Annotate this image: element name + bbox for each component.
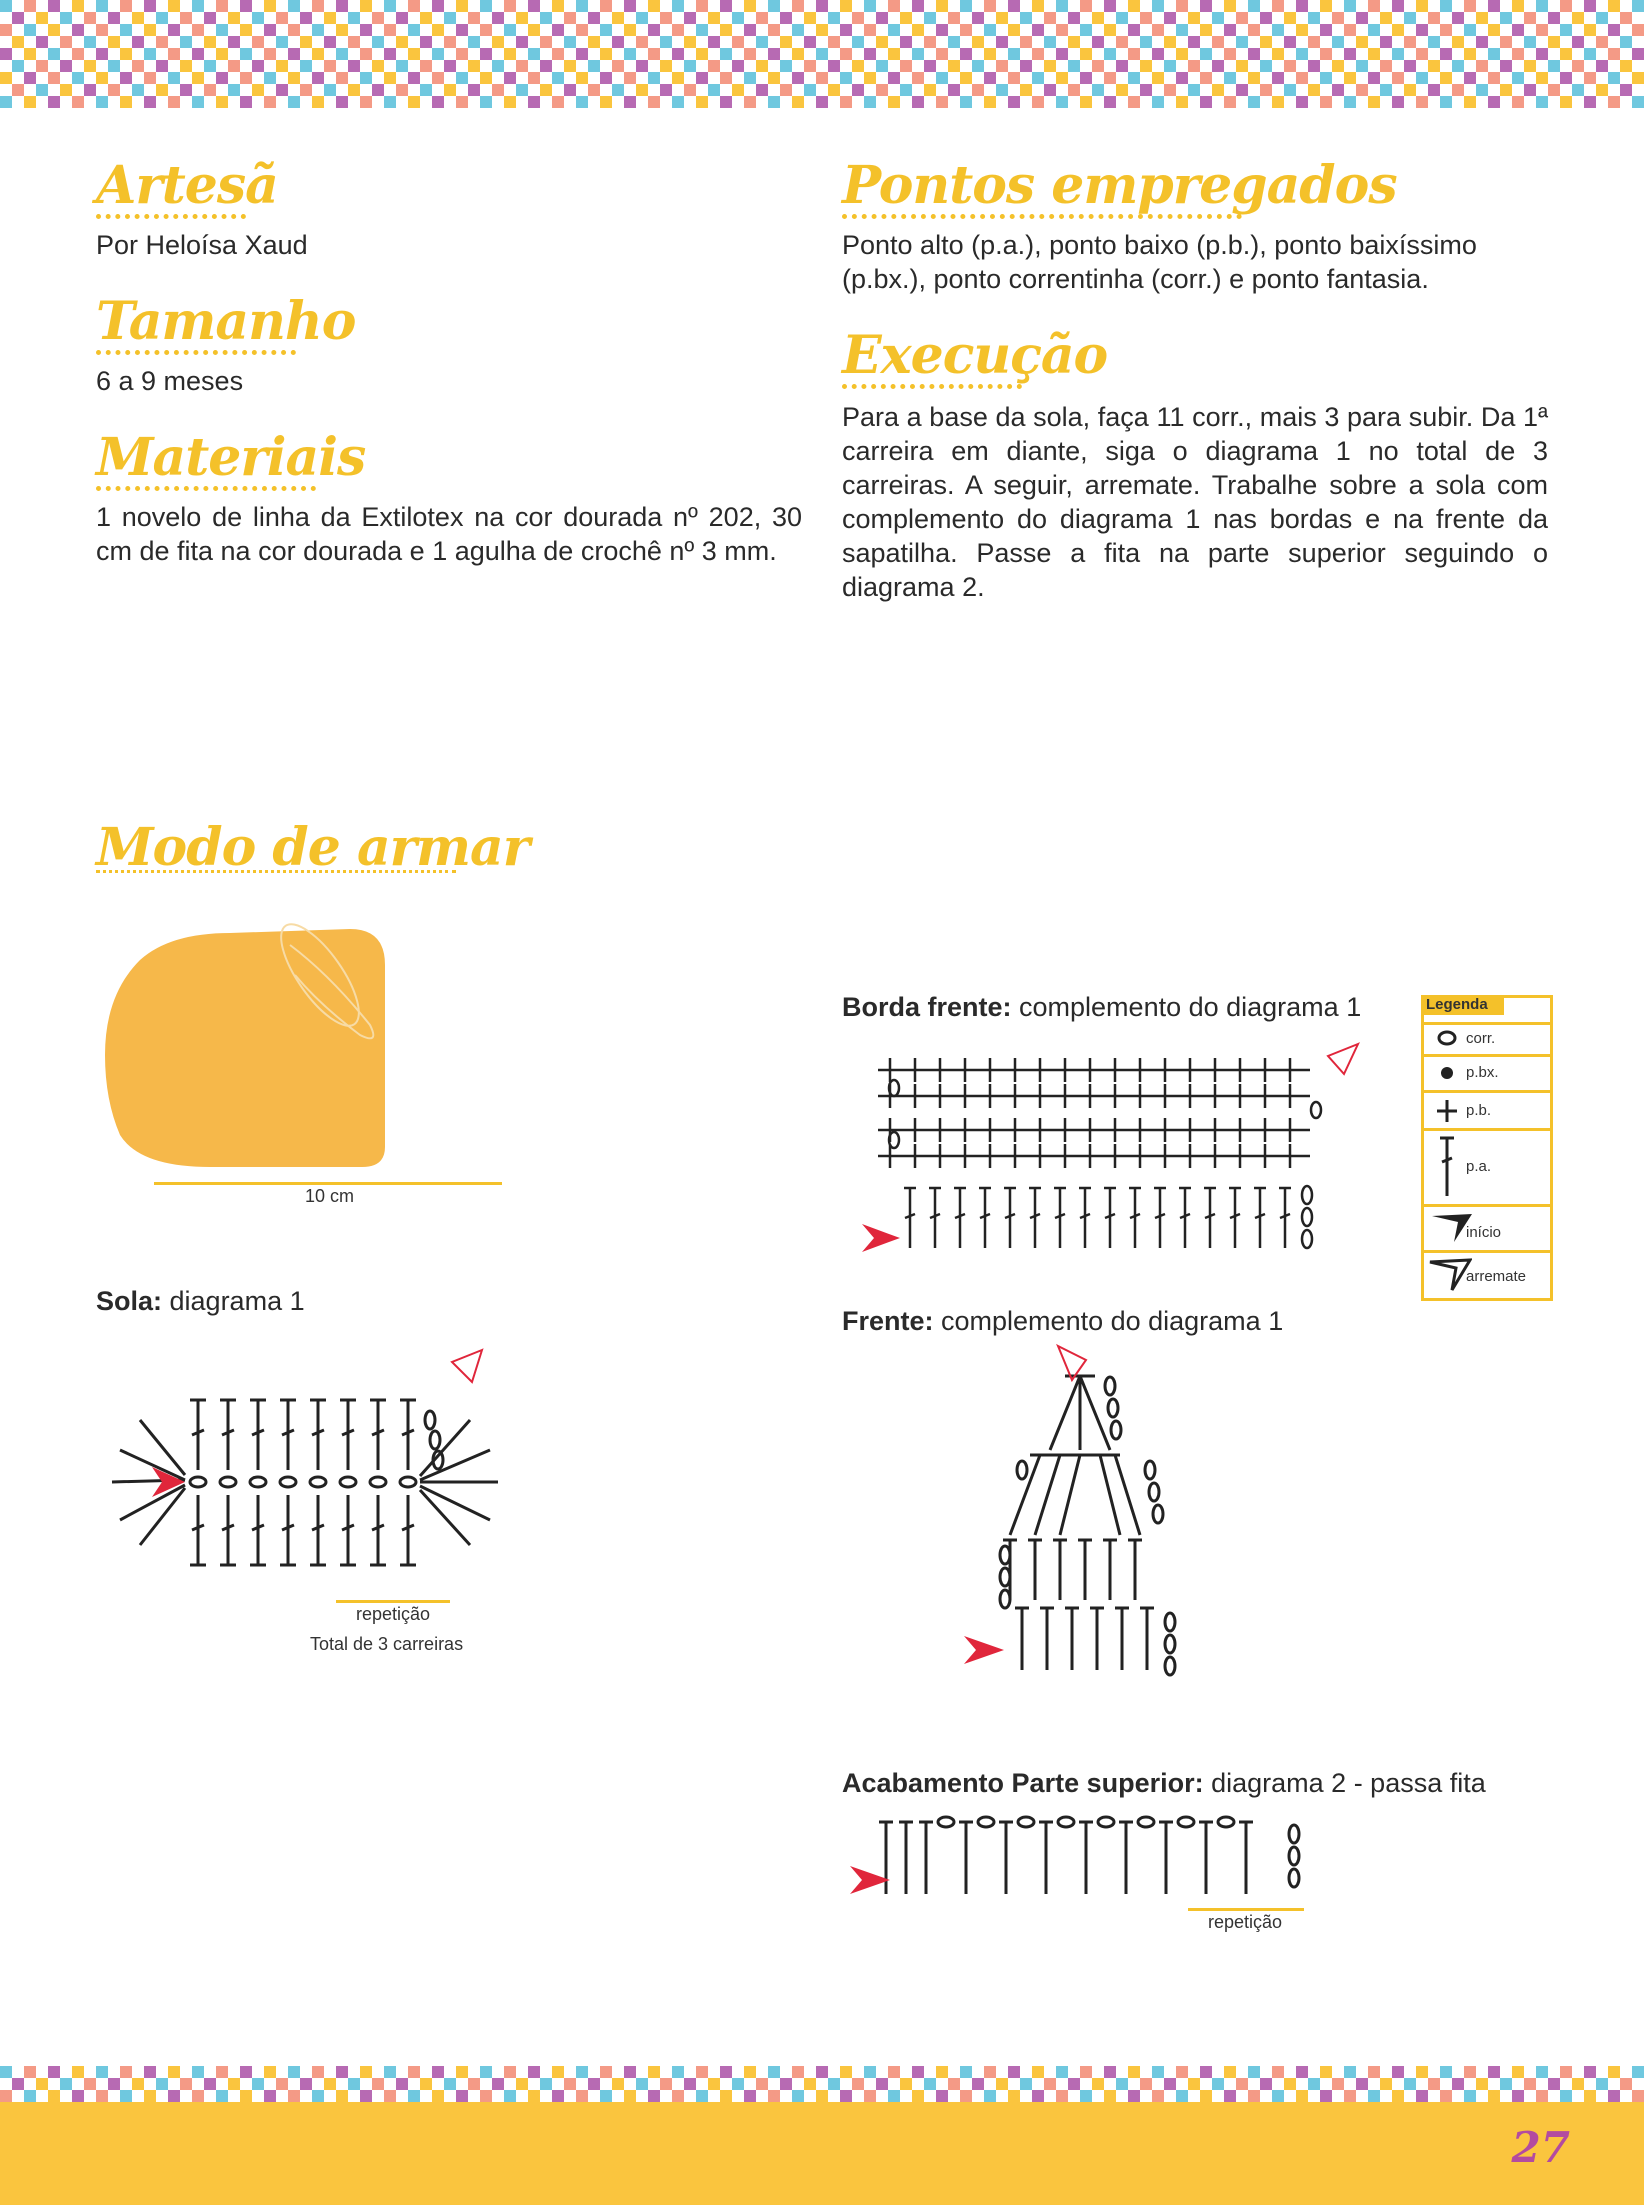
borda-diagram (860, 1030, 1370, 1260)
execucao-title: Execução (842, 325, 1108, 386)
shoe-template-illustration (100, 915, 500, 1175)
sola-diagram (100, 1340, 540, 1580)
measure-label: 10 cm (305, 1186, 355, 1206)
sola-repeat-label: repetição (356, 1604, 431, 1624)
frente-diagram (960, 1340, 1240, 1680)
legend-title: Legenda (1421, 995, 1504, 1015)
legend-box (1421, 995, 1553, 1301)
bottom-checkered-border (0, 2066, 1644, 2106)
pontos-underline (842, 214, 1242, 219)
cross-icon (1434, 1098, 1460, 1124)
dot-icon (1434, 1062, 1460, 1084)
artesa-text: Por Heloísa Xaud (96, 230, 308, 260)
artesa-underline (96, 214, 246, 219)
tall-stitch-icon (1434, 1134, 1460, 1200)
tamanho-underline (96, 350, 296, 355)
tamanho-title: Tamanho (96, 291, 356, 352)
materiais-underline (96, 486, 316, 491)
artesa-title: Artesã (96, 155, 278, 216)
acabamento-repeat-label: repetição (1208, 1912, 1283, 1932)
execucao-text: Para a base da sola, faça 11 corr., mais 3 para subir. Da 1ª carreira em diante, siga o diagrama 1 no total de 3 carreiras. A seguir, arremate. Trabalhe sobre a sola com complemento do diagrama 1 nas bordas e na frente da sapatilha. Passe a fita na parte superior seguindo o diagrama 2. (842, 402, 1548, 602)
execucao-underline (842, 384, 1022, 389)
sola-total-label: Total de 3 carreiras (310, 1634, 464, 1654)
top-checkered-border (0, 0, 1644, 112)
acabamento-diagram (846, 1808, 1326, 1908)
sola-caption: Sola: diagrama 1 (96, 1286, 305, 1316)
materiais-title: Materiais (96, 427, 366, 488)
footer-band (0, 2102, 1644, 2205)
acabamento-caption: Acabamento Parte superior: diagrama 2 - passa fita (842, 1768, 1486, 1798)
modo-title: Modo de armar (96, 817, 530, 878)
borda-caption: Borda frente: complemento do diagrama 1 (842, 992, 1362, 1022)
oval-icon (1434, 1028, 1460, 1048)
sola-repeat-line (336, 1600, 450, 1603)
legend-label-inicio: início (1466, 1224, 1502, 1241)
materiais-text: 1 novelo de linha da Extilotex na cor dourada nº 202, 30 cm de fita na cor dourada e 1 agulha de crochê nº 3 mm. (96, 502, 802, 566)
page-number: 27 (1511, 2123, 1570, 2172)
acabamento-repeat-line (1188, 1908, 1304, 1911)
frente-caption: Frente: complemento do diagrama 1 (842, 1306, 1284, 1336)
legend-label-pa: p.a. (1466, 1158, 1492, 1175)
legend-label-arremate: arremate (1466, 1268, 1527, 1285)
modo-underline (96, 870, 456, 873)
legend-label-corr: corr. (1466, 1030, 1496, 1047)
legend-label-pb: p.b. (1466, 1102, 1492, 1119)
tamanho-text: 6 a 9 meses (96, 366, 244, 396)
measure-line (154, 1182, 502, 1185)
legend-label-pbx: p.bx. (1466, 1064, 1499, 1081)
pontos-title: Pontos empregados (842, 155, 1397, 216)
pontos-text: Ponto alto (p.a.), ponto baixo (p.b.), ponto baixíssimo (p.bx.), ponto correntinha (corr.) e ponto fantasia. (842, 230, 1477, 294)
